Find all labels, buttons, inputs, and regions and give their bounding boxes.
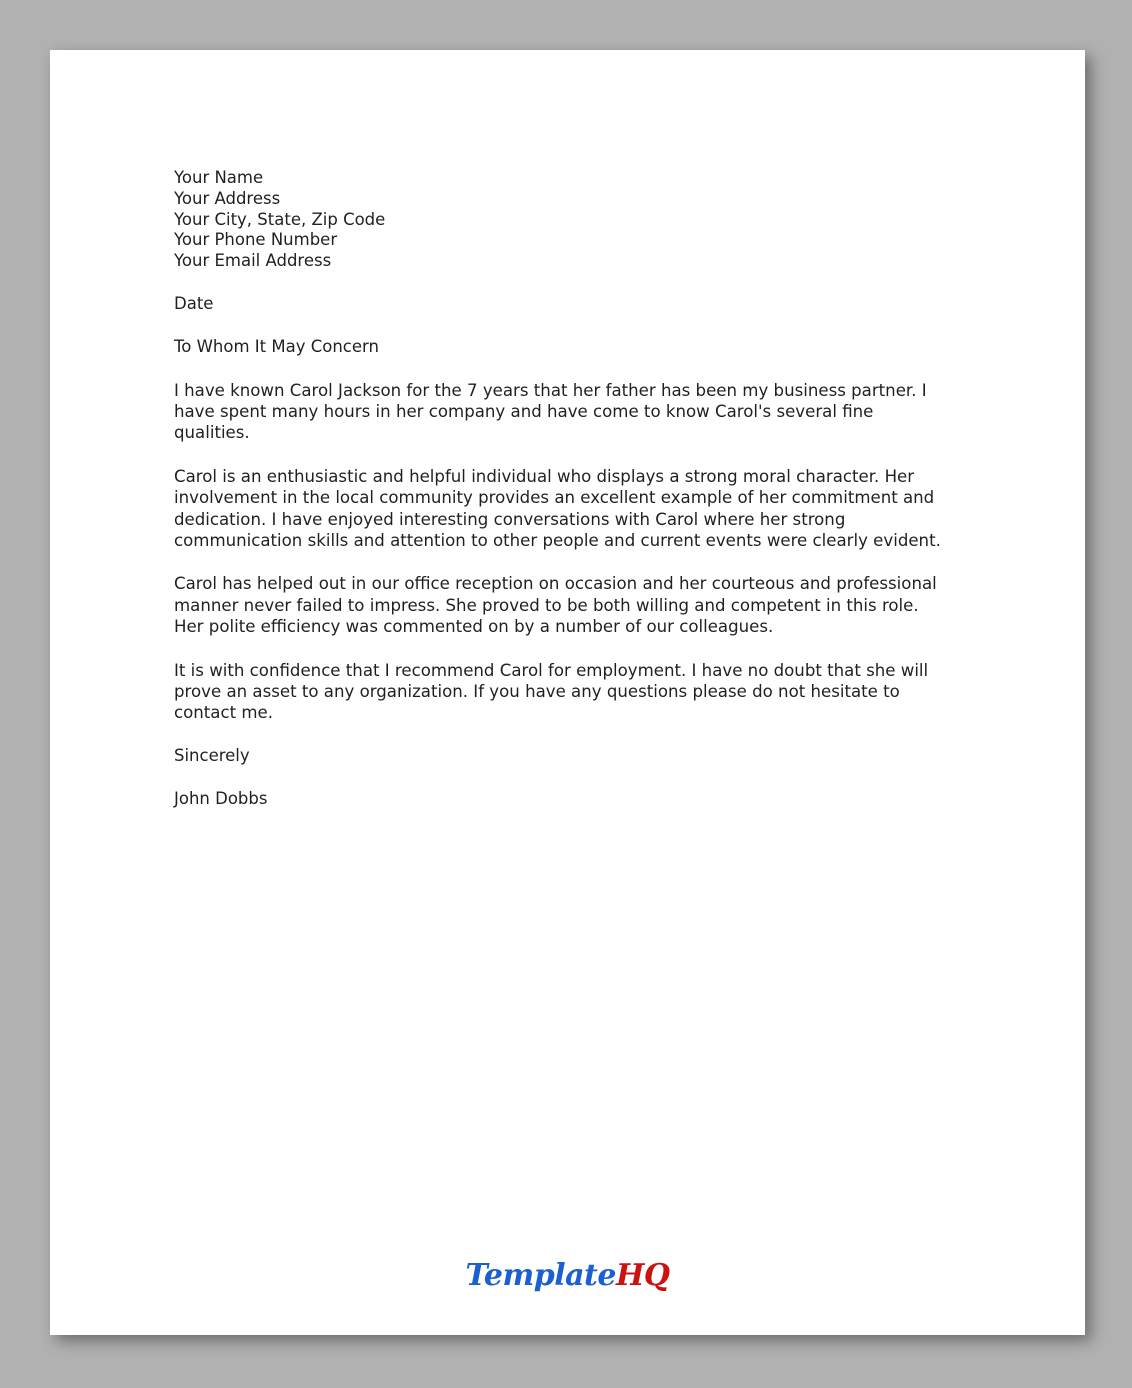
paragraph-1: I have known Carol Jackson for the 7 years that her father has been my business partner. I have spent many hours in her company and have come to know Carol's several fine qualities. [174, 380, 927, 443]
document-sheet [50, 50, 1085, 1335]
sender-email: Your Email Address [174, 251, 332, 271]
spacer-1 [174, 444, 950, 466]
spacer-after-address [174, 272, 950, 294]
spacer-3 [174, 638, 950, 660]
date-line: Date [174, 293, 214, 313]
paragraph-4: It is with confidence that I recommend Carol for employment. I have no doubt that she will prove an asset to any organization. If you have any questions please do not hesitate to contact me. [174, 660, 929, 723]
templatehq-logo [50, 1258, 1085, 1293]
sender-phone: Your Phone Number [174, 230, 338, 250]
spacer-2 [174, 551, 950, 573]
salutation-line: To Whom It May Concern [174, 336, 379, 356]
sender-address: Your Address [174, 188, 281, 208]
logo-text-template: Template [465, 1258, 616, 1293]
closing-line: Sincerely [174, 745, 250, 765]
spacer-after-date [174, 315, 950, 337]
sender-address-block [174, 168, 950, 272]
letter-body [174, 168, 950, 809]
logo-text-hq: HQ [615, 1258, 670, 1293]
paragraph-3: Carol has helped out in our office reception on occasion and her courteous and professional manner never failed to impress. She proved to be both willing and competent in this role. Her polite efficiency was commented on by a number of our colleagues. [174, 574, 937, 637]
spacer-after-salutation [174, 358, 950, 380]
paragraph-2: Carol is an enthusiastic and helpful individual who displays a strong moral character. Her involvement in the local community provides an excellent example of her commitment and dedication. I have enjoyed interesting conversations with Carol where her strong communication skills and attention to other people and current events were clearly evident. [174, 466, 941, 551]
signature-name: John Dobbs [174, 788, 268, 808]
sender-city-state-zip: Your City, State, Zip Code [174, 209, 386, 229]
sender-name: Your Name [174, 168, 264, 187]
spacer-after-closing [174, 767, 950, 789]
spacer-4 [174, 724, 950, 746]
